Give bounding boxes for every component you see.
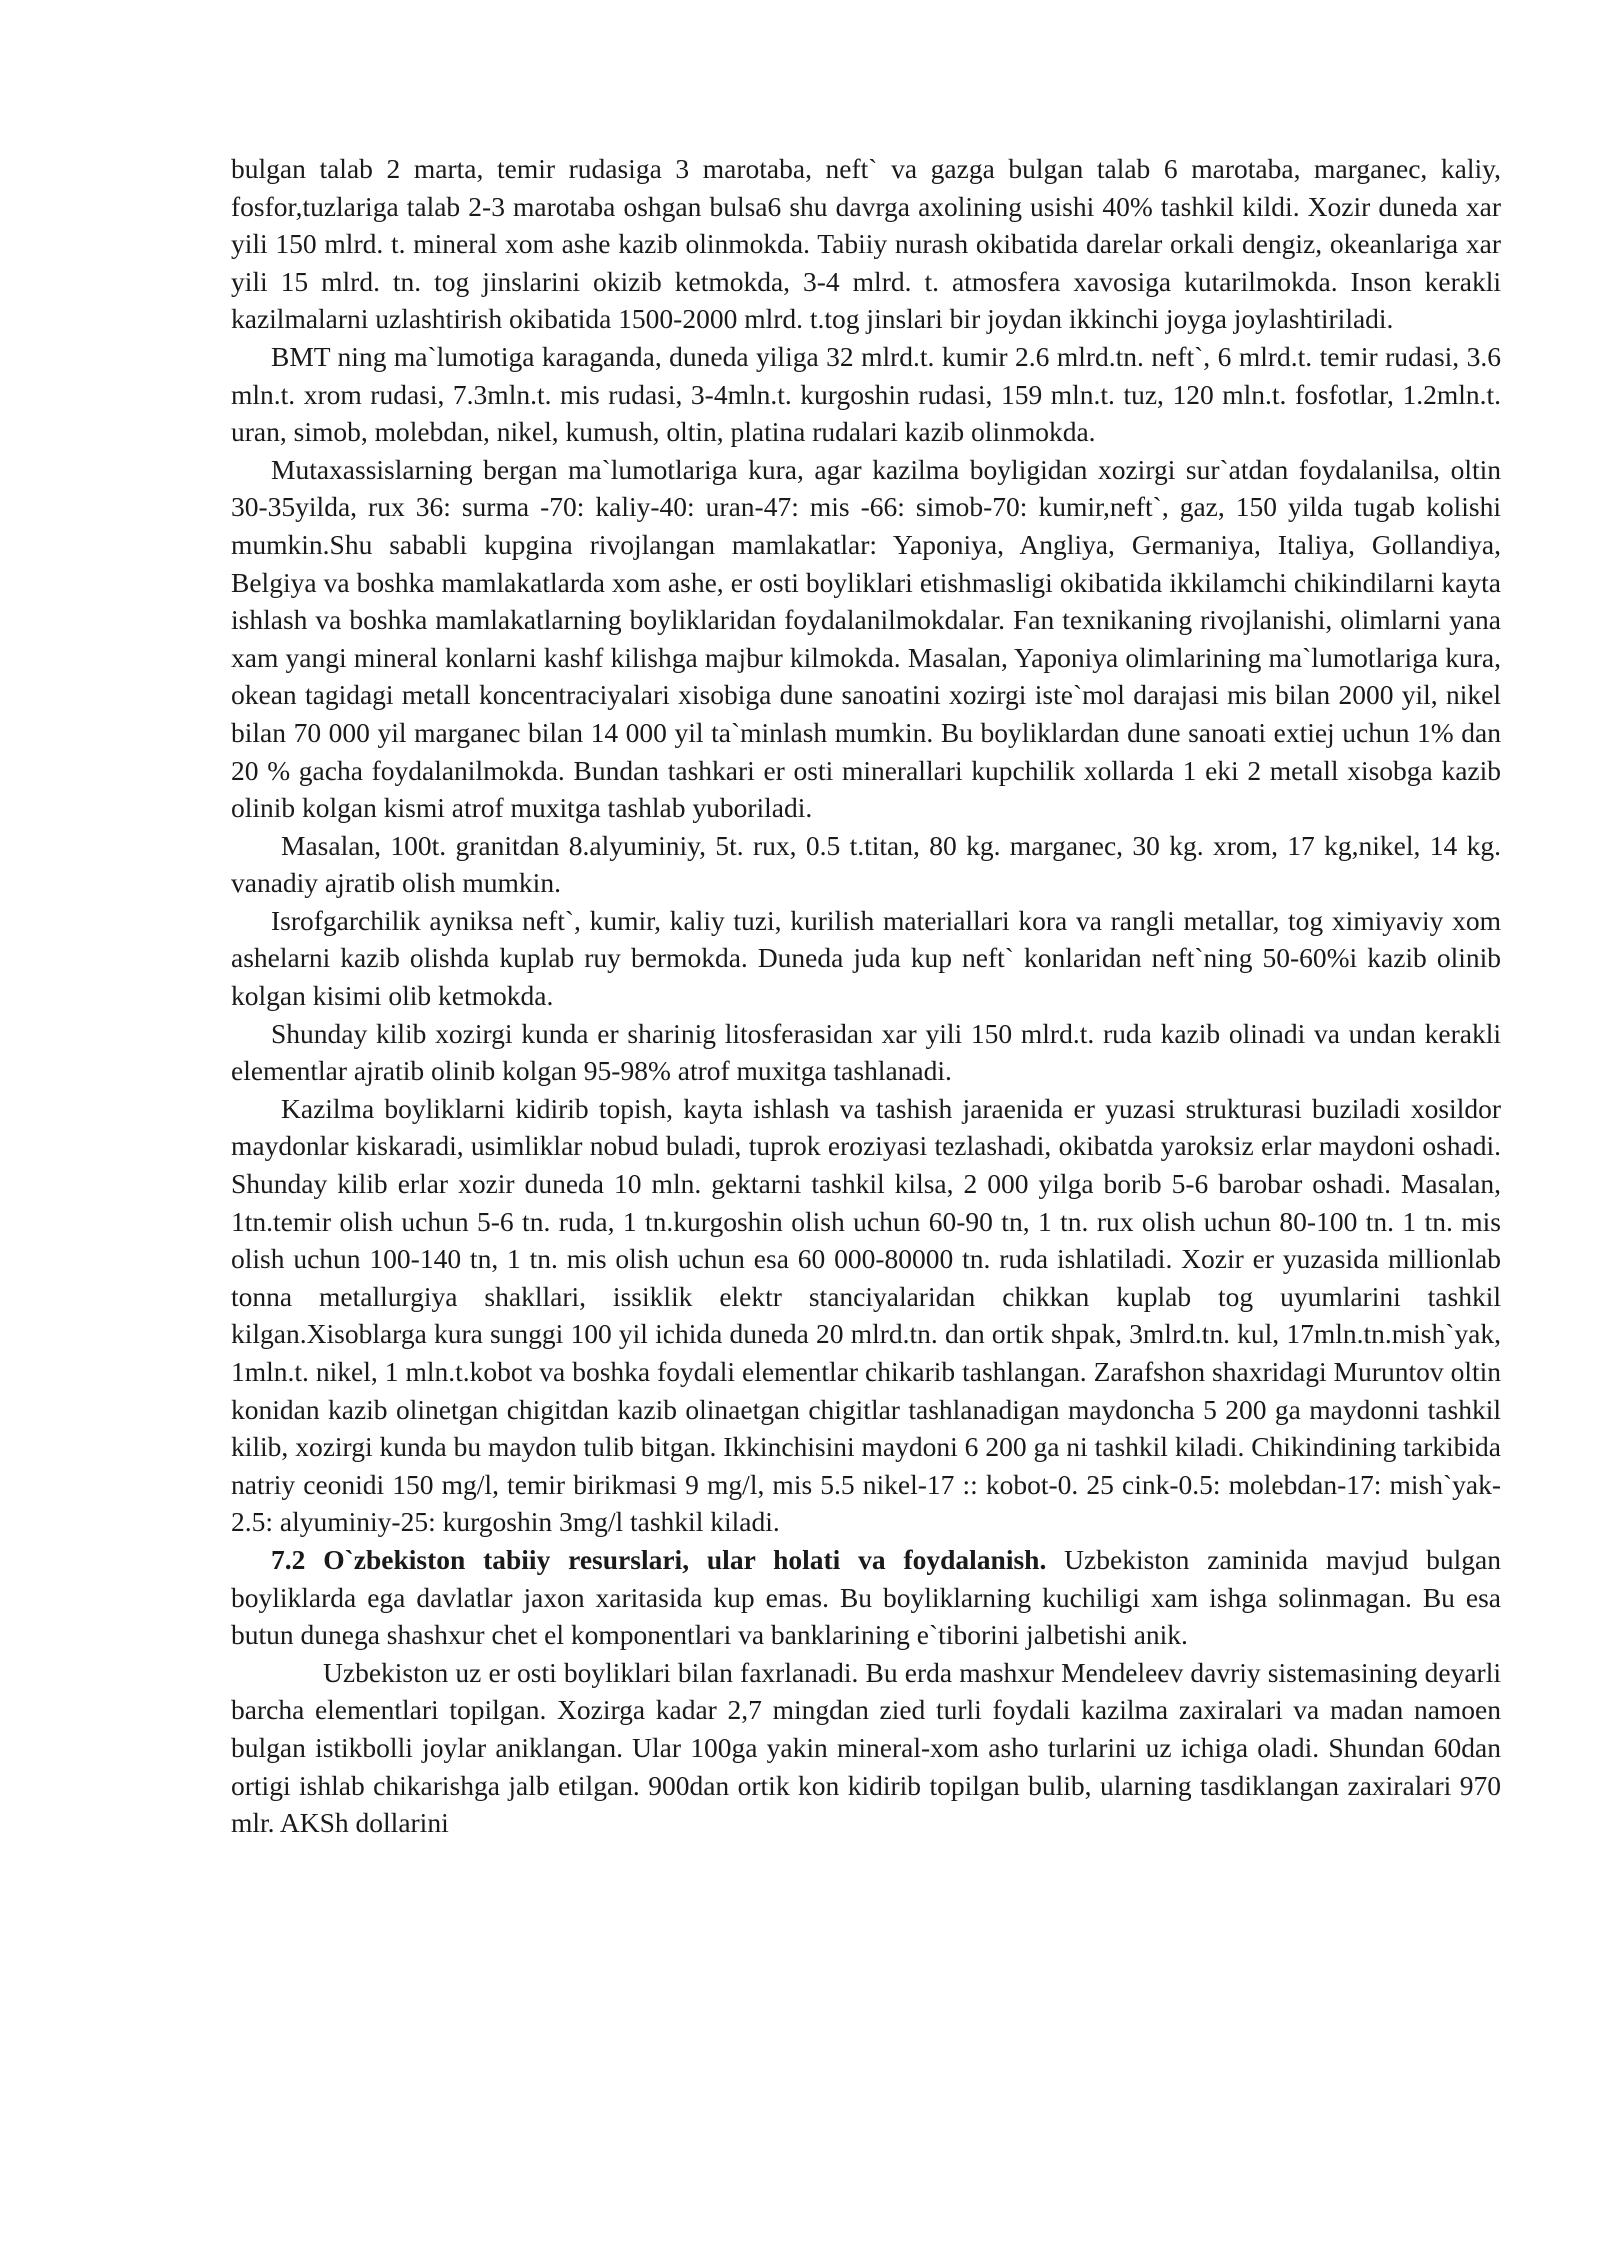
paragraph-expert-forecast: Mutaxassislarning bergan ma`lumotlariga kura, agar kazilma boyligidan xozirgi sur`atdan foydalanilsa, oltin 30-35yilda, rux 36: surma -70: kaliy-40: uran-47: mis -66: simob-70: kumir,neft`, gaz, 150 yilda tugab kolishi mumkin.Shu sababli kupgina rivojlangan mamlakatlar: Yaponiya, Angliya, Germaniya, Italiya, Gollandiya, Belgiya va boshka mamlakatlarda xom ashe, er osti boyliklari etishmasligi okibatida ikkilamchi chikindilarni kayta ishlash va boshka mamlakatlarning boyliklaridan foydalanilmokdalar. Fan texnikaning rivojlanishi, olimlarni yana xam yangi mineral konlarni kashf kilishga majbur kilmokda. Masalan, Yaponiya olimlarining ma`lumotlariga kura, okean tagidagi metall koncentraciyalari xisobiga dune sanoatini xozirgi iste`mol darajasi mis bilan 2000 yil, nikel bilan 70 000 yil marganec bilan 14 000 yil ta`minlash mumkin. Bu boyliklardan dune sanoati extiej uchun 1% dan 20 % gacha foydalanilmokda. Bundan tashkari er osti minerallari kupchilik xollarda 1 eki 2 metall xisobga kazib olinib kolgan kismi atrof muxitga tashlab yuboriladi. — [231, 453, 1501, 824]
paragraph-waste: Isrofgarchilik ayniksa neft`, kumir, kaliy tuzi, kurilish materiallari kora va rangli metallar, tog ximiyaviy xom ashelarni kazib olishda kuplab ruy bermokda. Duneda juda kup neft` konlaridan neft`ning 50-60%i kazib olinib kolgan kisimi olib ketmokda. — [231, 904, 1501, 1012]
paragraph-uzbekistan-resources: Uzbekiston uz er osti boyliklari bilan faxrlanadi. Bu erda mashxur Mendeleev davriy sistemasining deyarli barcha elementlari topilgan. Xozirga kadar 2,7 mingdan zied turli foydali kazilma zaxiralari va madan namoen bulgan istikbolli joylar aniklangan. Ular 100ga yakin mineral-xom asho turlarini uz ichiga oladi. Shundan 60dan ortigi ishlab chikarishga jalb etilgan. 900dan ortik kon kidirib topilgan bulib, ularning tasdiklangan zaxiralari 970 mlr. AKSh dollarini — [231, 1656, 1501, 1839]
paragraph-lithosphere: Shunday kilib xozirgi kunda er sharinig litosferasidan xar yili 150 mlrd.t. ruda kazib olinadi va undan kerakli elementlar ajratib olinib kolgan 95-98% atrof muxitga tashlanadi. — [231, 1017, 1501, 1087]
paragraph-granite-example: Masalan, 100t. granitdan 8.alyuminiy, 5t. rux, 0.5 t.titan, 80 kg. marganec, 30 kg. xrom, 17 kg,nikel, 14 kg. vanadiy ajratib olish mumkin. — [231, 829, 1501, 899]
paragraph-demand-growth: bulgan talab 2 marta, temir rudasiga 3 marotaba, neft` va gazga bulgan talab 6 marotaba, marganec, kaliy, fosfor,tuzlariga talab 2-3 marotaba oshgan bulsa6 shu davrga axolining usishi 40% tashkil kildi. Xozir duneda xar yili 150 mlrd. t. mineral xom ashe kazib olinmokda. Tabiiy nurash okibatida darelar orkali dengiz, okeanlariga xar yili 15 mlrd. tn. tog jinslarini okizib ketmokda, 3-4 mlrd. t. atmosfera xavosiga kutarilmokda. Inson kerakli kazilmalarni uzlashtirish okibatida 1500-2000 mlrd. t.tog jinslari bir joydan ikkinchi joyga joylashtiriladi. — [231, 153, 1501, 335]
paragraph-section-7-2 — [231, 1541, 1501, 1654]
paragraph-land-damage: Kazilma boyliklarni kidirib topish, kayta ishlash va tashish jaraenida er yuzasi strukturasi buziladi xosildor maydonlar kiskaradi, usimliklar nobud buladi, tuprok eroziyasi tezlashadi, okibatda yaroksiz erlar maydoni oshadi. Shunday kilib erlar xozir duneda 10 mln. gektarni tashkil kilsa, 2 000 yilga borib 5-6 barobar oshadi. Masalan, 1tn.temir olish uchun 5-6 tn. ruda, 1 tn.kurgoshin olish uchun 60-90 tn, 1 tn. rux olish uchun 80-100 tn. 1 tn. mis olish uchun 100-140 tn, 1 tn. mis olish uchun esa 60 000-80000 tn. ruda ishlatiladi. Xozir er yuzasida millionlab tonna metallurgiya shakllari, issiklik elektr stanciyalaridan chikkan kuplab tog uyumlarini tashkil kilgan.Xisoblarga kura sunggi 100 yil ichida duneda 20 mlrd.tn. dan ortik shpak, 3mlrd.tn. kul, 17mln.tn.mish`yak, 1mln.t. nikel, 1 mln.t.kobot va boshka foydali elementlar chikarib tashlangan. Zarafshon shaxridagi Muruntov oltin konidan kazib olinetgan chigitdan kazib olinaetgan chigitlar tashlanadigan maydoncha 5 200 ga maydonni tashkil kilib, xozirgi kunda bu maydon tulib bitgan. Ikkinchisini maydoni 6 200 ga ni tashkil kiladi. Chikindining tarkibida natriy ceonidi 150 mg/l, temir birikmasi 9 mg/l, mis 5.5 nikel-17 :: kobot-0. 25 cink-0.5: molebdan-17: mish`yak-2.5: alyuminiy-25: kurgoshin 3mg/l tashkil kiladi. — [231, 1092, 1501, 1538]
document-page — [231, 150, 1501, 1842]
section-heading: 7.2 O`zbekiston tabiiy resurslari, ular holati va foydalanish. — [271, 1543, 1047, 1575]
paragraph-bmt-data: BMT ning ma`lumotiga karaganda, duneda yiliga 32 mlrd.t. kumir 2.6 mlrd.tn. neft`, 6 mlrd.t. temir rudasi, 3.6 mln.t. xrom rudasi, 7.3mln.t. mis rudasi, 3-4mln.t. kurgoshin rudasi, 159 mln.t. tuz, 120 mln.t. fosfotlar, 1.2mln.t. uran, simob, molebdan, nikel, kumush, oltin, platina rudalari kazib olinmokda. — [231, 340, 1501, 448]
section-intro-text: Uzbekiston zaminida mavjud bulgan boyliklarda ega davlatlar jaxon xaritasida kup emas. Bu boyliklarning kuchiligi xam ishga solinmagan. Bu esa butun dunega shashxur chet el komponentlari va banklarining e`tiborini jalbetishi anik. — [231, 1543, 1501, 1651]
